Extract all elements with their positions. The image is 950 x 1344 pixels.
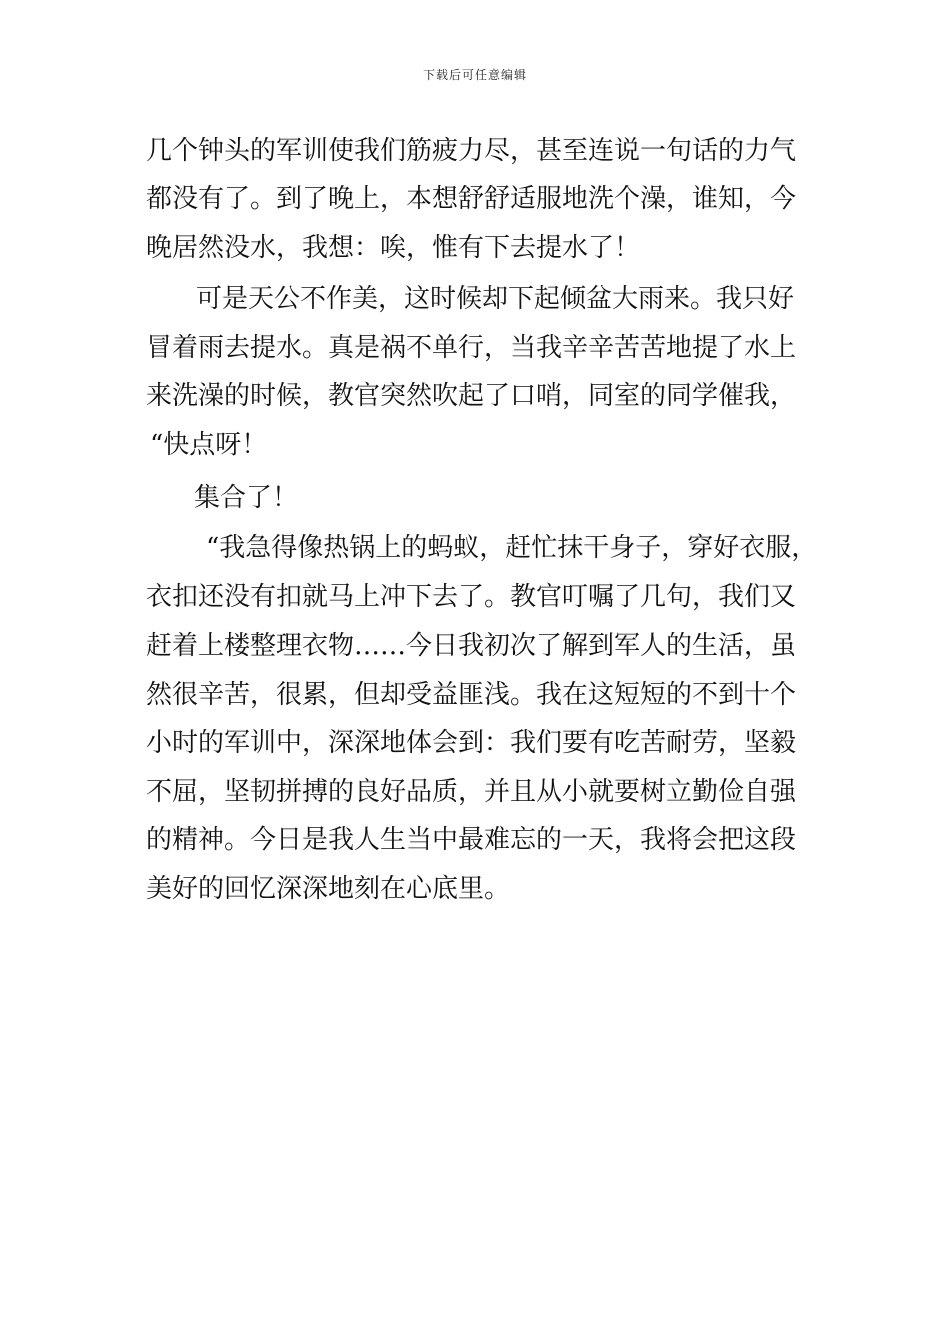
text-line: 几个钟头的军训使我们筋疲力尽，甚至连说一句话的力气 <box>146 136 797 166</box>
text-line: 的精神。今日是我人生当中最难忘的一天，我将会把这段 <box>146 825 797 855</box>
text-line: 美好的回忆深深地刻在心底里。 <box>146 874 511 904</box>
text-line: 晚居然没水，我想：唉，惟有下去提水了！ <box>146 233 641 263</box>
text-line: 不屈，坚韧拼搏的良好品质，并且从小就要树立勤俭自强 <box>146 777 797 807</box>
text-line: 都没有了。到了晚上，本想舒舒适服地洗个澡，谁知，今 <box>146 184 797 214</box>
text-line: 然很辛苦，很累，但却受益匪浅。我在这短短的不到十个 <box>146 680 797 710</box>
text-line: “快点呀！ <box>150 430 268 460</box>
text-line: 赶着上楼整理衣物……今日我初次了解到军人的生活，虽 <box>146 631 797 661</box>
page-header: 下载后可任意编辑 <box>422 68 527 82</box>
text-line: 集合了！ <box>194 483 299 513</box>
text-line: 衣扣还没有扣就马上冲下去了。教官叮嘱了几句，我们又 <box>146 582 797 612</box>
text-line: 来洗澡的时候，教官突然吹起了口哨，同室的同学催我， <box>146 381 797 411</box>
text-line: 小时的军训中，深深地体会到：我们要有吃苦耐劳，坚毅 <box>146 728 797 758</box>
text-line: “我急得像热锅上的蚂蚁，赶忙抹干身子，穿好衣服， <box>206 533 818 563</box>
text-line: 冒着雨去提水。真是祸不单行，当我辛辛苦苦地提了水上 <box>146 333 797 363</box>
text-line: 可是天公不作美，这时候却下起倾盆大雨来。我只好 <box>196 284 795 314</box>
